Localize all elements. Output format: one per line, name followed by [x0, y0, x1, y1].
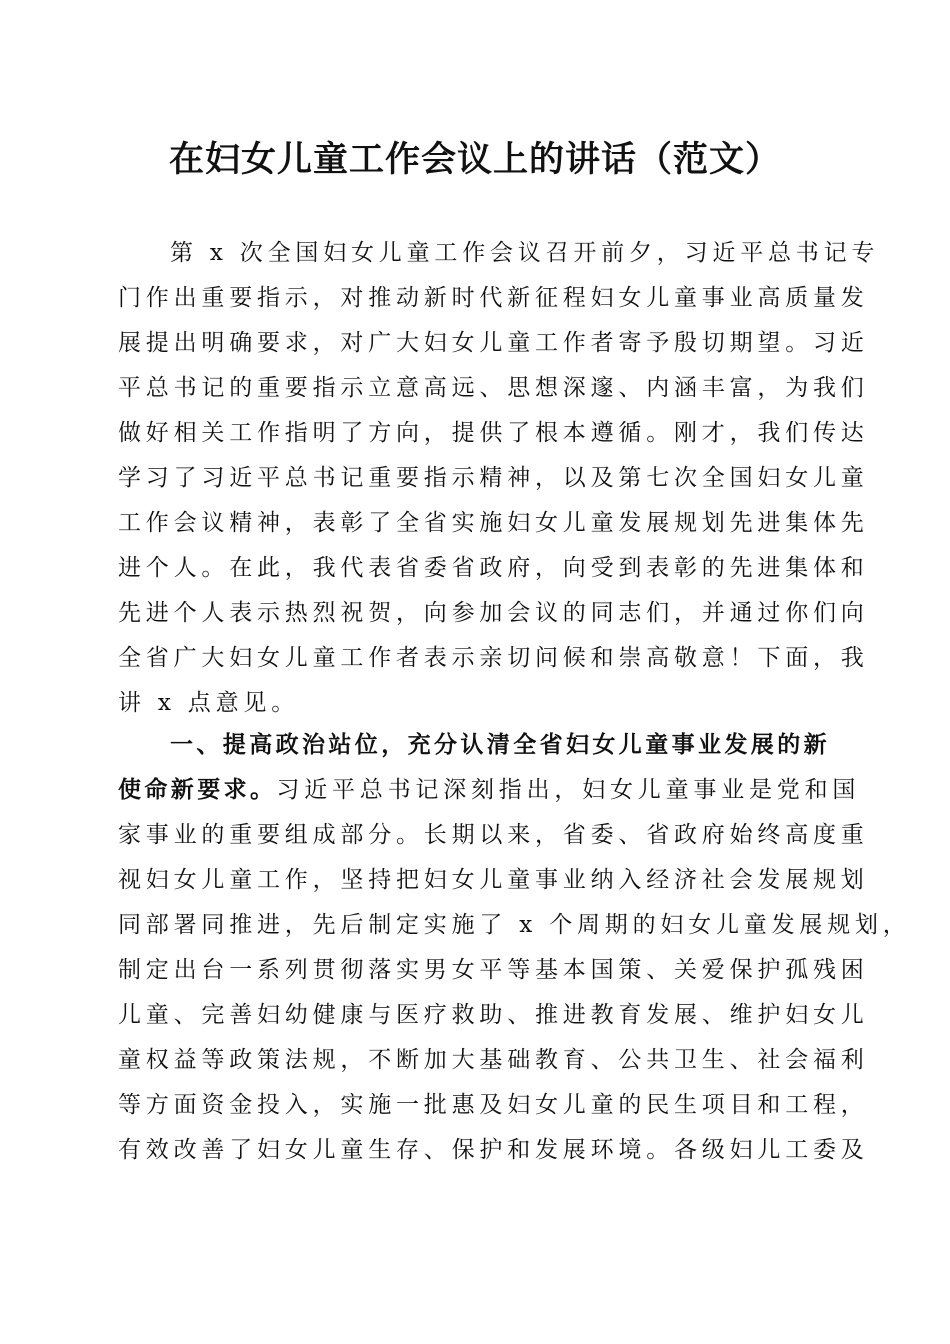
- text-line: 有效改善了妇女儿童生存、保护和发展环境。各级妇儿工委及: [118, 1137, 869, 1163]
- section-heading: 一、提高政治站位，充分认清全省妇女儿童事业发展的新: [170, 732, 830, 758]
- text-fragment: 习近平总书记深刻指出，妇女儿童事业是党和国: [276, 777, 861, 803]
- text-line: 视妇女儿童工作，坚持把妇女儿童事业纳入经济社会发展规划: [118, 867, 869, 893]
- text-line: [118, 768, 861, 813]
- text-line: 进个人。在此，我代表省委省政府，向受到表彰的先进集体和: [118, 555, 869, 581]
- paragraph-section-one: [118, 723, 911, 1173]
- section-heading-end: 使命新要求。: [118, 777, 277, 803]
- text-line: 同部署同推进，先后制定实施了 x 个周期的妇女儿童发展规划，: [118, 912, 911, 938]
- text-line: 儿童、完善妇幼健康与医疗救助、推进教育发展、维护妇女儿: [118, 1002, 869, 1028]
- text-line: 平总书记的重要指示立意高远、思想深邃、内涵丰富，为我们: [118, 375, 869, 401]
- document-title: 在妇女儿童工作会议上的讲话（范文）: [168, 139, 781, 180]
- text-line: 童权益等政策法规，不断加大基础教育、公共卫生、社会福利: [118, 1047, 869, 1073]
- text-line: 工作会议精神，表彰了全省实施妇女儿童发展规划先进集体先: [118, 510, 869, 536]
- text-line: 先进个人表示热烈祝贺，向参加会议的同志们，并通过你们向: [118, 600, 869, 626]
- paragraph-intro: [118, 231, 880, 726]
- text-line: 家事业的重要组成部分。长期以来，省委、省政府始终高度重: [118, 822, 869, 848]
- text-line: 门作出重要指示，对推动新时代新征程妇女儿童事业高质量发: [118, 285, 869, 311]
- text-line: 全省广大妇女儿童工作者表示亲切问候和崇高敬意！下面，我: [118, 645, 869, 671]
- text-line: 第 x 次全国妇女儿童工作会议召开前夕，习近平总书记专: [170, 240, 880, 266]
- text-line: 制定出台一系列贯彻落实男女平等基本国策、关爱保护孤残困: [118, 957, 869, 983]
- text-line: 展提出明确要求，对广大妇女儿童工作者寄予殷切期望。习近: [118, 330, 869, 356]
- text-line: 等方面资金投入，实施一批惠及妇女儿童的民生项目和工程，: [118, 1092, 869, 1118]
- text-line: 做好相关工作指明了方向，提供了根本遵循。刚才，我们传达: [118, 420, 869, 446]
- text-line: 学习了习近平总书记重要指示精神，以及第七次全国妇女儿童: [118, 465, 869, 491]
- text-line: 讲 x 点意见。: [118, 690, 299, 716]
